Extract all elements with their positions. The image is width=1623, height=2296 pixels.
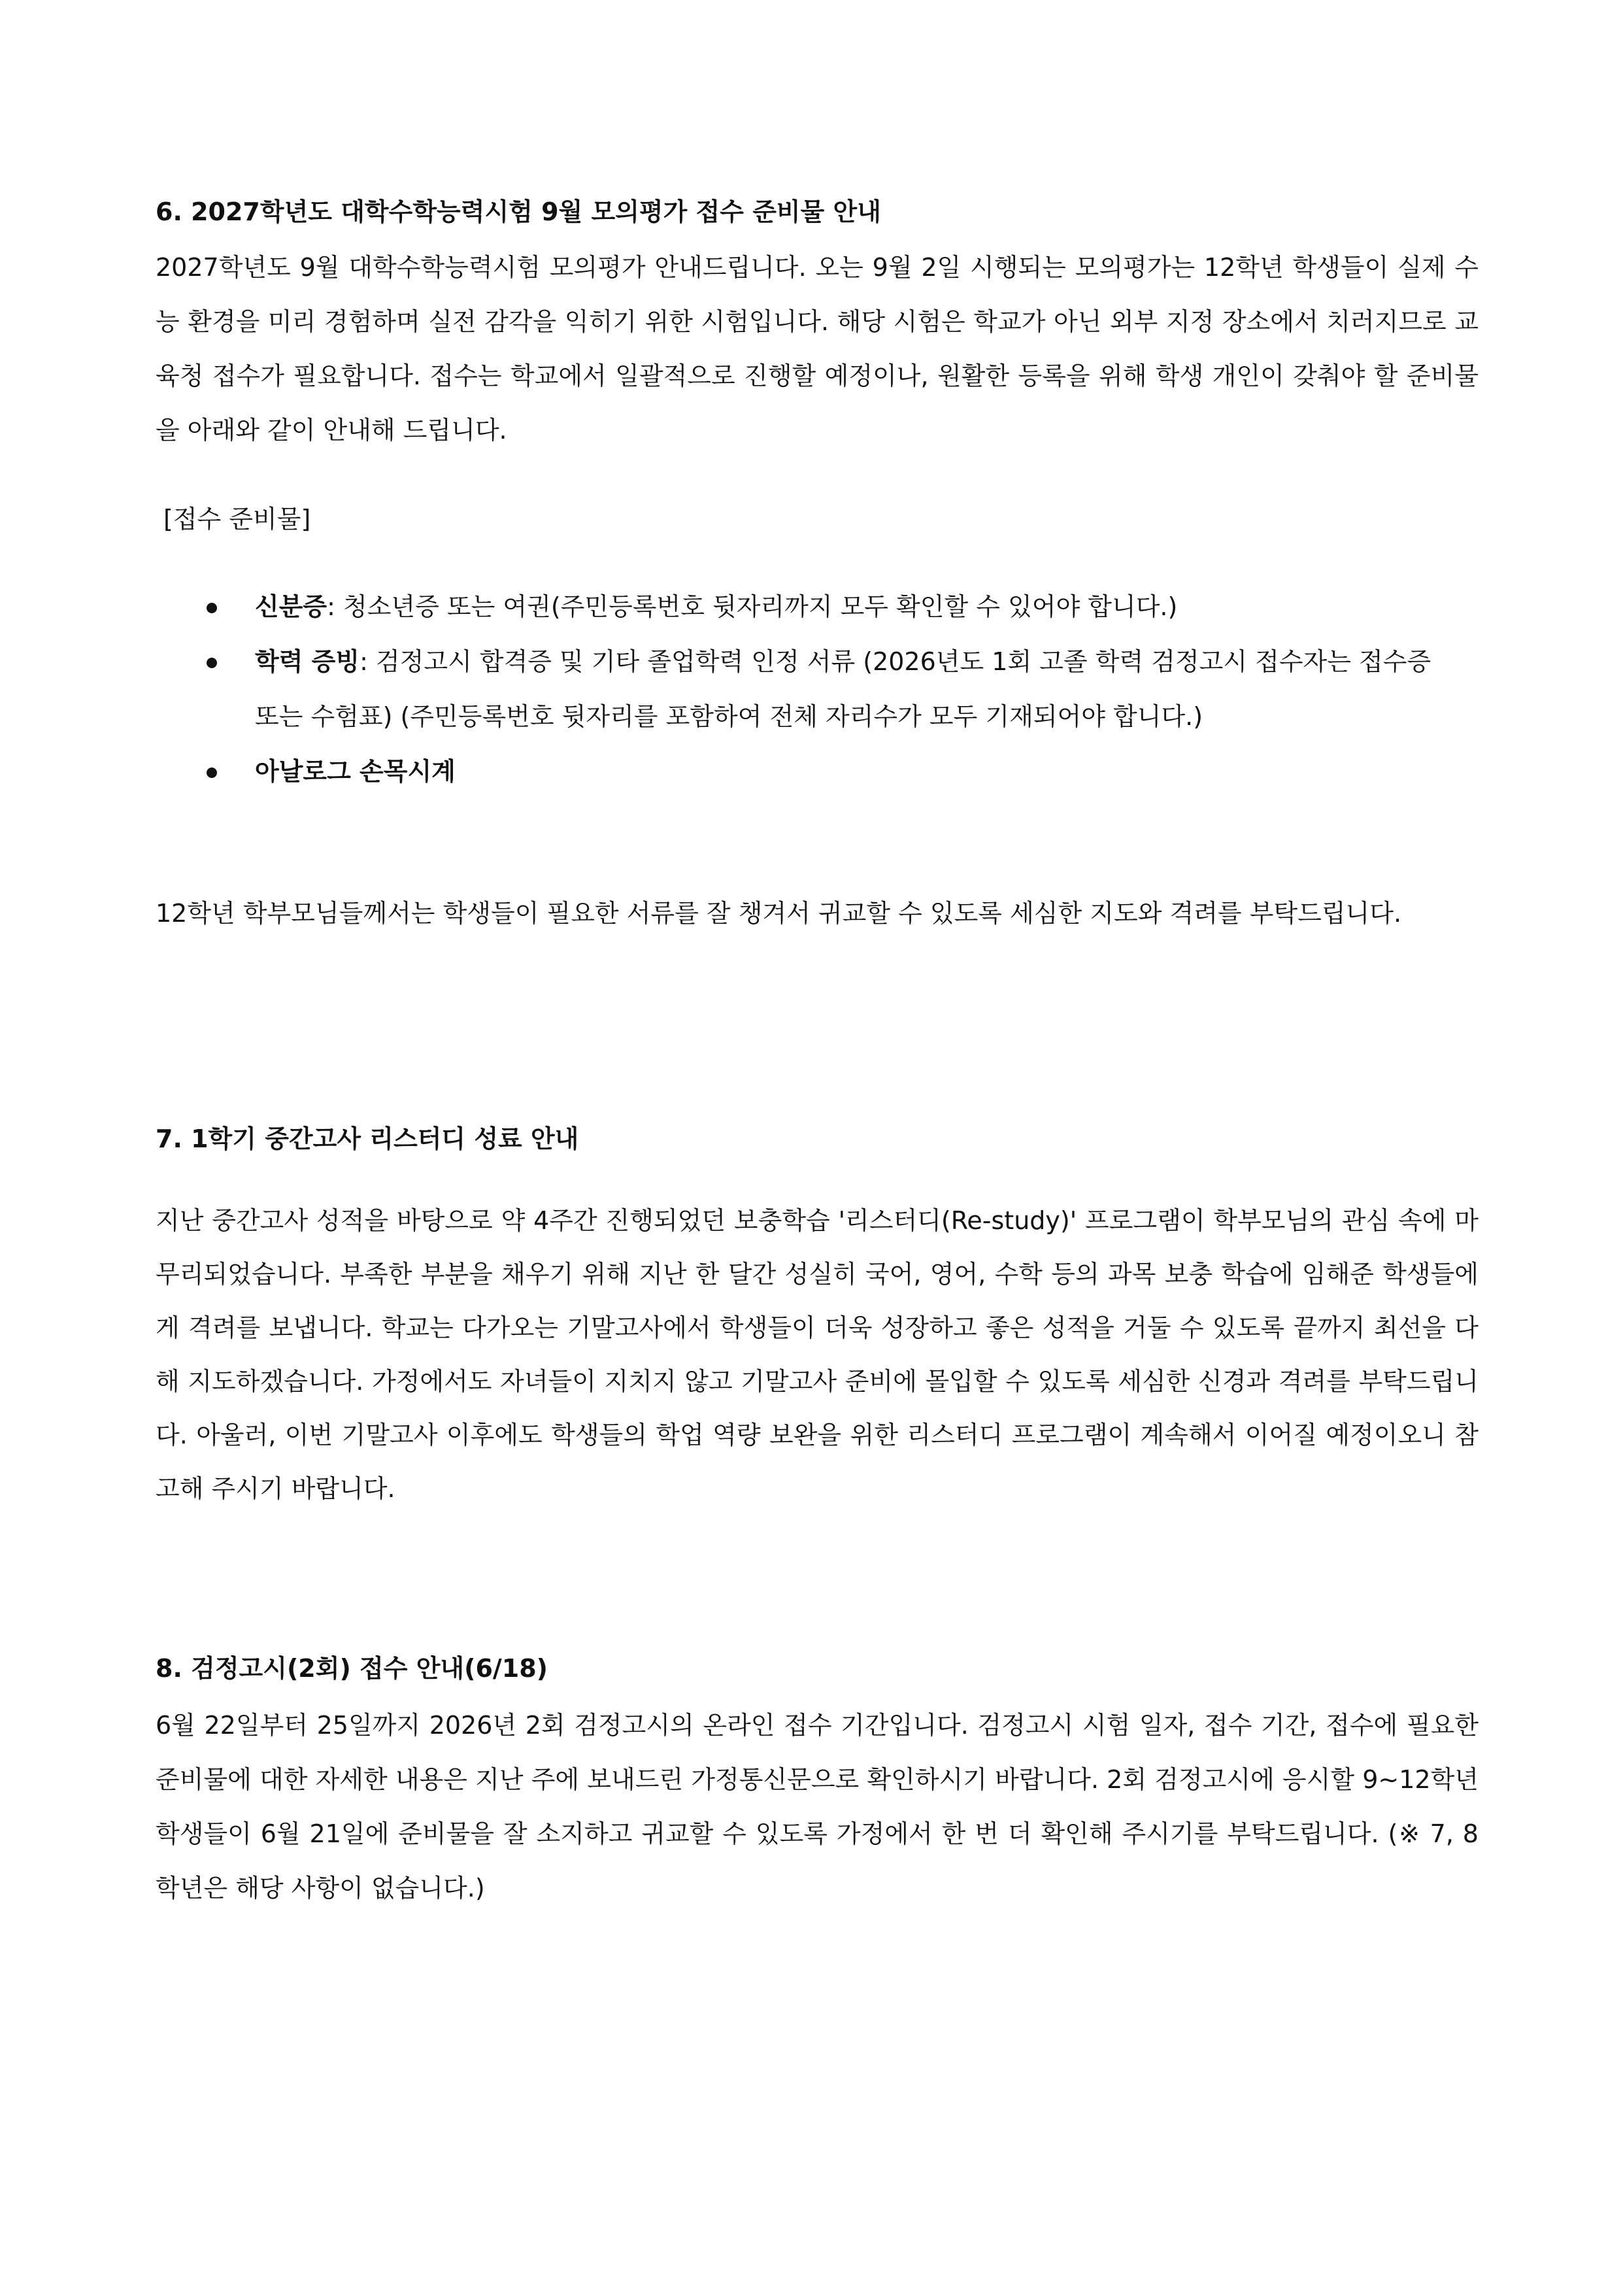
section-6-intro: 2027학년도 9월 대학수학능력시험 모의평가 안내드립니다. 오는 9월 2일 시행되는 모의평가는 12학년 학생들이 실제 수능 환경을 미리 경험하며 실전 감각을 익히기 위한 시험입니다. 해당 시험은 학교가 아닌 외부 지정 장소에서 치러지므로 교육청 접수가 필요합니다. 접수는 학교에서 일괄적으로 진행할 예정이나, 원활한 등록을 위해 학생 개인이 갖춰야 할 준비물을 아래와 같이 안내해 드립니다. [156, 253, 1479, 445]
section-6-title: 6. 2027학년도 대학수학능력시험 9월 모의평가 접수 준비물 안내 [156, 197, 881, 226]
requirements-list [156, 579, 1479, 799]
section-7-body-block [156, 1194, 1479, 1515]
section-6-list-heading: [접수 준비물] [163, 505, 311, 533]
item-label: 학력 증빙 [255, 647, 360, 676]
bullet-icon [207, 658, 217, 668]
section-6-list-block [156, 579, 1479, 799]
list-item [156, 634, 1445, 744]
section-6-closing-block [156, 886, 1479, 941]
bullet-icon [207, 768, 217, 778]
list-item [156, 579, 1445, 634]
section-7 [156, 1123, 1479, 1155]
section-6-list-heading-block [163, 503, 1486, 535]
list-item [156, 744, 1445, 799]
section-7-body: 지난 중간고사 성적을 바탕으로 약 4주간 진행되었던 보충학습 '리스터디(Re-study)' 프로그램이 학부모님의 관심 속에 마무리되었습니다. 부족한 부분을 채우기 위해 지난 한 달간 성실히 국어, 영어, 수학 등의 과목 보충 학습에 임해준 학생들에게 격려를 보냅니다. 학교는 다가오는 기말고사에서 학생들이 더욱 성장하고 좋은 성적을 거둘 수 있도록 끝까지 최선을 다해 지도하겠습니다. 가정에서도 자녀들이 지치지 않고 기말고사 준비에 몰입할 수 있도록 세심한 신경과 격려를 부탁드립니다. 아울러, 이번 기말고사 이후에도 학생들의 학업 역량 보완을 위한 리스터디 프로그램이 계속해서 이어질 예정이오니 참고해 주시기 바랍니다. [156, 1206, 1479, 1503]
item-label: 신분증 [255, 592, 327, 621]
section-6-closing: 12학년 학부모님들께서는 학생들이 필요한 서류를 잘 챙겨서 귀교할 수 있도록 세심한 지도와 격려를 부탁드립니다. [156, 899, 1402, 928]
section-8-title: 8. 검정고시(2회) 접수 안내(6/18) [156, 1654, 548, 1683]
document-page [156, 0, 1479, 2296]
item-text: : 검정고시 합격증 및 기타 졸업학력 인정 서류 (2026년도 1회 고졸 학력 검정고시 접수자는 접수증 또는 수험표) (주민등록번호 뒷자리를 포함하여 전체 자리수가 모두 기재되어야 합니다.) [255, 647, 1431, 731]
bullet-icon [207, 603, 217, 613]
item-text: : 청소년증 또는 여권(주민등록번호 뒷자리까지 모두 확인할 수 있어야 합니다.) [327, 592, 1178, 621]
section-8-body: 6월 22일부터 25일까지 2026년 2회 검정고시의 온라인 접수 기간입니다. 검정고시 시험 일자, 접수 기간, 접수에 필요한 준비물에 대한 자세한 내용은 지난 주에 보내드린 가정통신문으로 확인하시기 바랍니다. 2회 검정고시에 응시할 9~12학년 학생들이 6월 21일에 준비물을 잘 소지하고 귀교할 수 있도록 가정에서 한 번 더 확인해 주시기를 부탁드립니다. (※ 7, 8학년은 해당 사항이 없습니다.) [156, 1711, 1479, 1902]
item-label: 아날로그 손목시계 [255, 757, 456, 786]
section-6 [156, 196, 1479, 228]
section-8 [156, 1653, 1479, 1684]
section-8-body-block [156, 1698, 1479, 1916]
section-7-title: 7. 1학기 중간고사 리스터디 성료 안내 [156, 1124, 579, 1153]
section-6-intro-block [156, 241, 1479, 458]
